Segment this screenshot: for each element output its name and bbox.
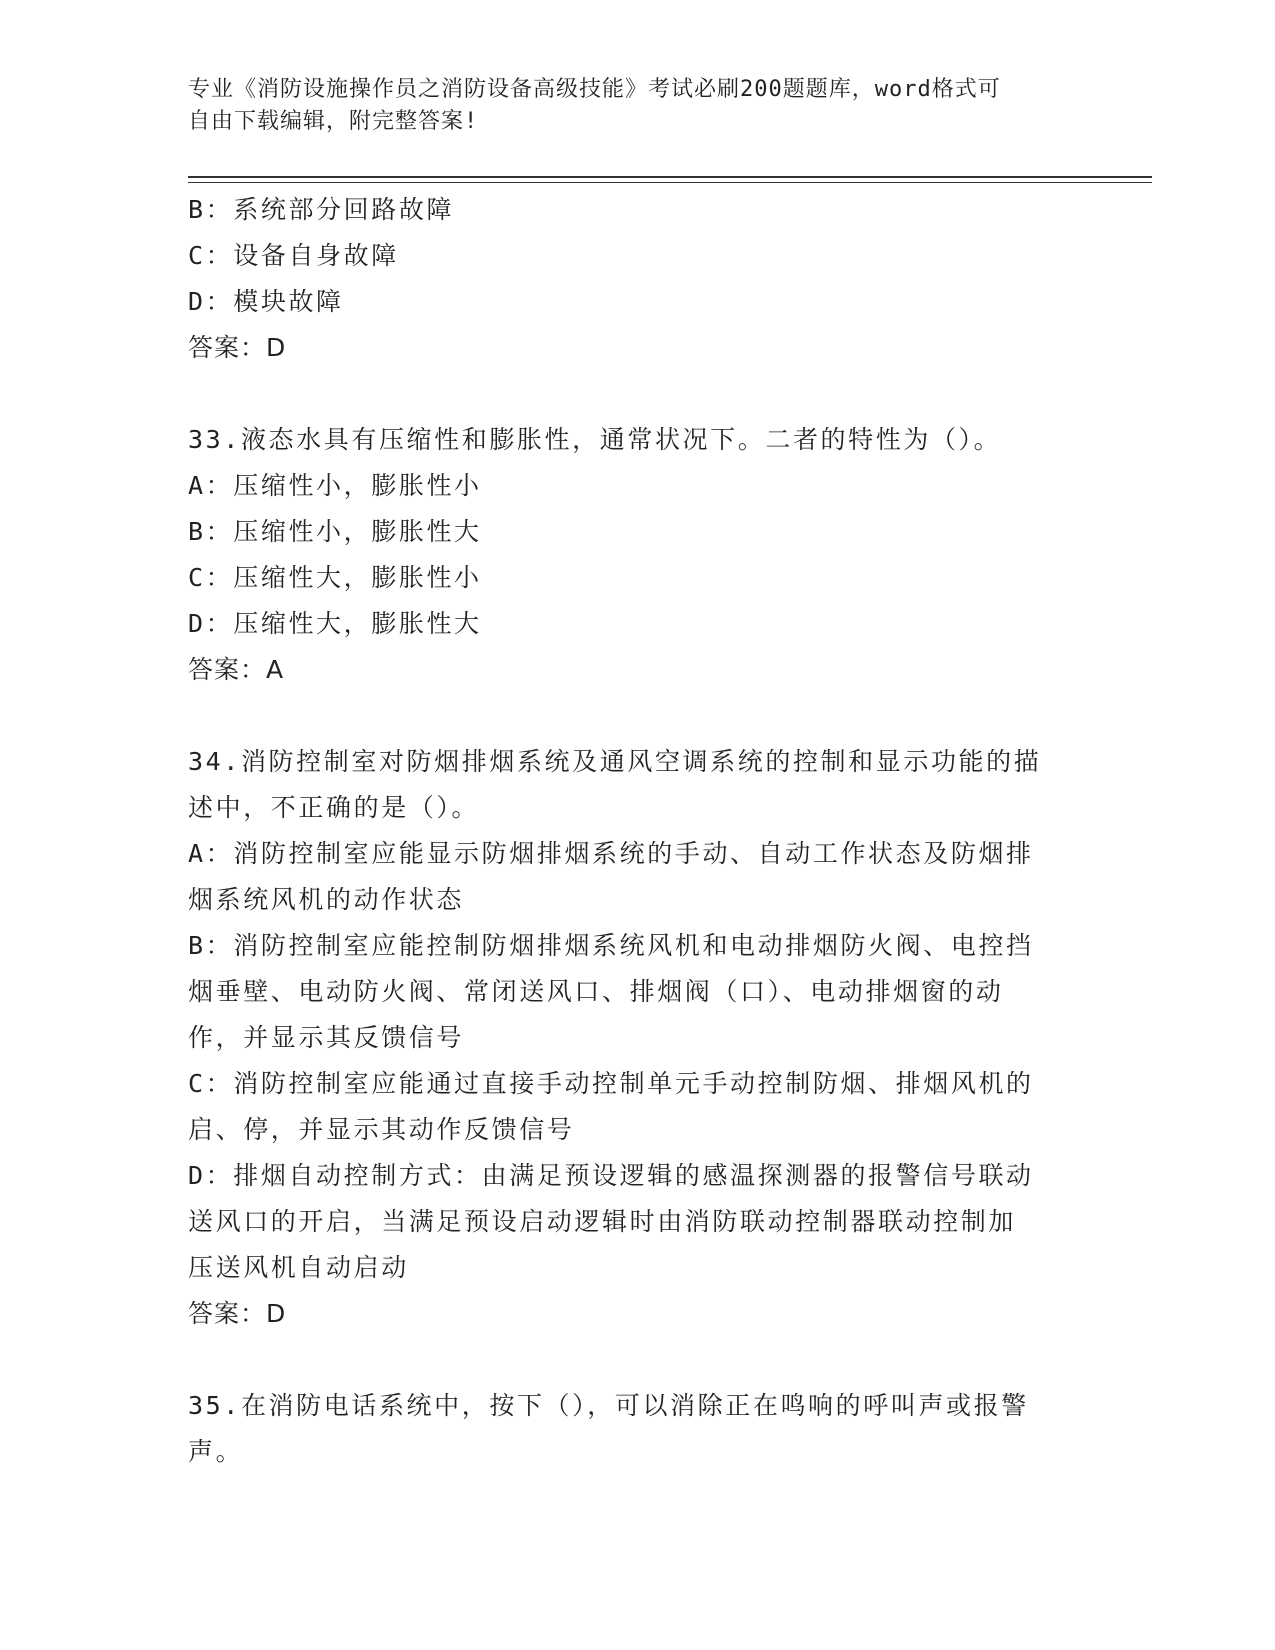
q33-option-a: A：压缩性小，膨胀性小 (188, 471, 482, 500)
q33-answer: 答案：A (188, 655, 285, 684)
q32-option-c: C：设备自身故障 (188, 241, 399, 270)
q32-answer: 答案：D (188, 333, 287, 362)
spacer (188, 1337, 1068, 1383)
header-title-line-1: 专业《消防设施操作员之消防设备高级技能》考试必刷200题题库，word格式可 (188, 77, 1001, 102)
q35-question-line-2: 声。 (188, 1437, 244, 1466)
header-divider-thin (188, 182, 1152, 183)
q33-option-d: D：压缩性大，膨胀性大 (188, 609, 482, 638)
spacer (188, 693, 1068, 739)
q34-option-b-line-1: B：消防控制室应能控制防烟排烟系统风机和电动排烟防火阀、电控挡 (188, 931, 1034, 960)
header-divider-thick (188, 176, 1152, 178)
q32-option-d: D：模块故障 (188, 287, 344, 316)
q34-option-c-line-2: 启、停，并显示其动作反馈信号 (188, 1115, 575, 1144)
q33-question: 33.液态水具有压缩性和膨胀性，通常状况下。二者的特性为（）。 (188, 425, 1002, 454)
q33-option-c: C：压缩性大，膨胀性小 (188, 563, 482, 592)
question-34-block (188, 739, 1068, 1337)
q34-answer: 答案：D (188, 1299, 287, 1328)
header-title-line-2: 自由下载编辑，附完整答案! (188, 109, 479, 134)
question-32-block (188, 187, 1068, 371)
q34-option-b-line-2: 烟垂壁、电动防火阀、常闭送风口、排烟阀（口）、电动排烟窗的动 (188, 977, 1004, 1006)
q34-option-d-line-2: 送风口的开启，当满足预设启动逻辑时由消防联动控制器联动控制加 (188, 1207, 1017, 1236)
question-content (188, 187, 1068, 1475)
spacer (188, 371, 1068, 417)
q32-option-b: B：系统部分回路故障 (188, 195, 455, 224)
q33-option-b: B：压缩性小，膨胀性大 (188, 517, 482, 546)
q34-option-a-line-2: 烟系统风机的动作状态 (188, 885, 465, 914)
q34-option-a-line-1: A：消防控制室应能显示防烟排烟系统的手动、自动工作状态及防烟排 (188, 839, 1034, 868)
question-33-block (188, 417, 1068, 693)
q34-question-line-2: 述中，不正确的是（）。 (188, 793, 480, 822)
q34-option-d-line-3: 压送风机自动启动 (188, 1253, 409, 1282)
q34-option-d-line-1: D：排烟自动控制方式：由满足预设逻辑的感温探测器的报警信号联动 (188, 1161, 1034, 1190)
document-header (188, 74, 1068, 138)
question-35-block (188, 1383, 1068, 1475)
q34-option-b-line-3: 作，并显示其反馈信号 (188, 1023, 465, 1052)
q35-question-line-1: 35.在消防电话系统中，按下（），可以消除正在鸣响的呼叫声或报警 (188, 1391, 1029, 1420)
q34-option-c-line-1: C：消防控制室应能通过直接手动控制单元手动控制防烟、排烟风机的 (188, 1069, 1034, 1098)
q34-question-line-1: 34.消防控制室对防烟排烟系统及通风空调系统的控制和显示功能的描 (188, 747, 1042, 776)
